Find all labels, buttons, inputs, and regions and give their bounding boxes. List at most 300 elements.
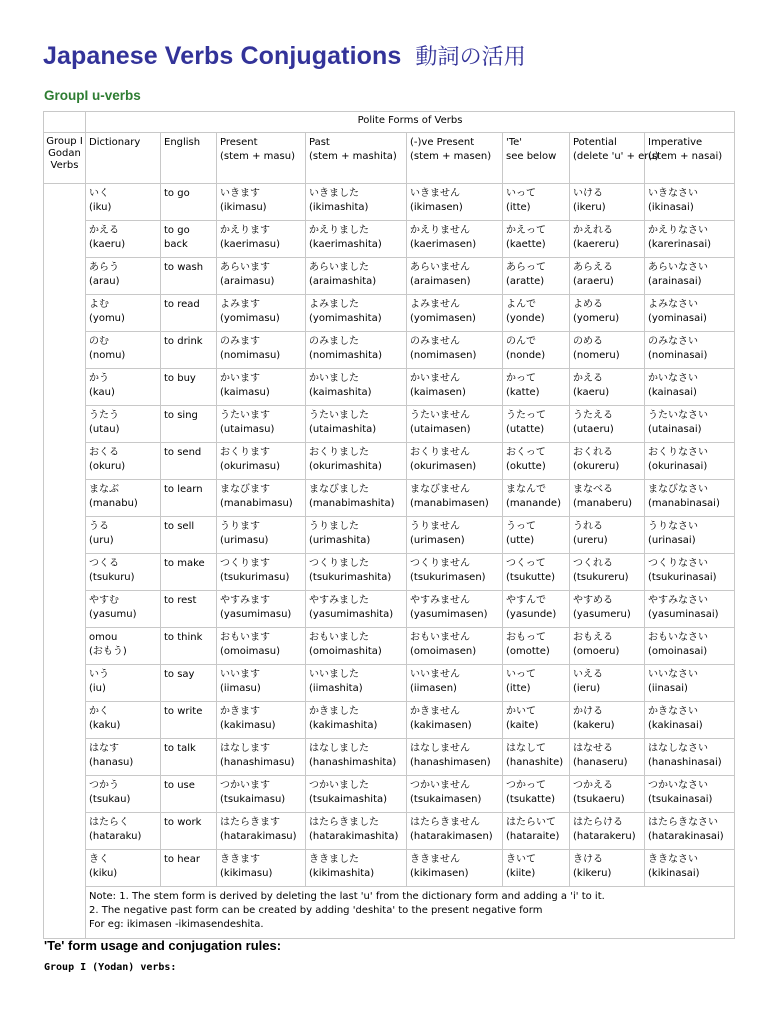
table-cell	[645, 517, 735, 554]
table-cell	[161, 665, 217, 702]
table-cell	[86, 591, 161, 628]
table-cell	[217, 665, 306, 702]
table-cell	[306, 295, 407, 332]
table-cell	[161, 332, 217, 369]
table-cell	[161, 554, 217, 591]
table-cell	[570, 258, 645, 295]
cell-kana: いきます	[220, 188, 260, 199]
table-cell	[645, 739, 735, 776]
cell-romaji: (araimasen)	[410, 276, 471, 287]
cell-kana: かきます	[220, 706, 260, 717]
cell-kana: おくりません	[410, 447, 470, 458]
cell-kana: to talk	[164, 743, 196, 754]
cell-romaji: (urimasu)	[220, 535, 269, 546]
cell-kana: まなびました	[309, 484, 369, 495]
cell-kana: うる	[89, 521, 109, 532]
group-column-spacer	[44, 184, 86, 939]
table-cell	[503, 369, 570, 406]
cell-kana: うたう	[89, 410, 119, 421]
cell-kana: のみました	[309, 336, 359, 347]
table-cell	[570, 480, 645, 517]
cell-kana: よみなさい	[648, 299, 698, 310]
table-cell	[217, 221, 306, 258]
cell-romaji: (tsukutte)	[506, 572, 556, 583]
cell-romaji: (hataraku)	[89, 831, 142, 842]
cell-kana: つくって	[506, 558, 546, 569]
table-cell	[570, 665, 645, 702]
table-cell	[570, 406, 645, 443]
cell-romaji: (hataraite)	[506, 831, 560, 842]
cell-kana: よみません	[410, 299, 460, 310]
cell-kana: いいます	[220, 669, 260, 680]
cell-kana: よみました	[309, 299, 359, 310]
table-cell	[645, 850, 735, 887]
cell-romaji: (yominasai)	[648, 313, 707, 324]
column-header	[407, 133, 503, 184]
cell-romaji: (okutte)	[506, 461, 546, 472]
cell-kana: かきなさい	[648, 706, 698, 717]
cell-romaji: (ikeru)	[573, 202, 606, 213]
cell-romaji: (hanaseru)	[573, 757, 628, 768]
cell-romaji: (utainasai)	[648, 424, 702, 435]
cell-kana: つかいなさい	[648, 780, 708, 791]
table-cell	[407, 776, 503, 813]
column-header	[645, 133, 735, 184]
table-cell	[407, 702, 503, 739]
cell-romaji: (yomimasen)	[410, 313, 476, 324]
table-cell	[407, 184, 503, 221]
column-header	[86, 133, 161, 184]
table-cell	[161, 184, 217, 221]
cell-romaji: (araimashita)	[309, 276, 377, 287]
table-cell	[407, 369, 503, 406]
cell-kana: うって	[506, 521, 536, 532]
cell-kana: to think	[164, 632, 203, 643]
cell-romaji: (yasuminasai)	[648, 609, 719, 620]
table-row	[44, 591, 735, 628]
table-row	[44, 480, 735, 517]
page-title	[43, 40, 526, 71]
table-cell	[645, 332, 735, 369]
table-caption-row	[44, 112, 735, 133]
cell-romaji: (yasumeru)	[573, 609, 631, 620]
table-cell	[645, 813, 735, 850]
cell-kana: うたえる	[573, 410, 613, 421]
cell-romaji: (おもう)	[89, 646, 127, 657]
cell-kana: はたらきなさい	[648, 817, 718, 828]
cell-kana: よむ	[89, 299, 109, 310]
table-cell	[407, 480, 503, 517]
table-cell	[161, 369, 217, 406]
table-cell	[570, 739, 645, 776]
table-cell	[306, 406, 407, 443]
cell-kana: うります	[220, 521, 260, 532]
cell-romaji: (itte)	[506, 202, 531, 213]
table-cell	[645, 184, 735, 221]
cell-romaji: (iu)	[89, 683, 106, 694]
cell-kana: to work	[164, 817, 202, 828]
table-cell	[217, 850, 306, 887]
table-cell	[503, 813, 570, 850]
cell-romaji: (kiite)	[506, 868, 536, 879]
table-cell	[86, 628, 161, 665]
cell-kana: かえりました	[309, 225, 369, 236]
cell-romaji: (yomeru)	[573, 313, 620, 324]
cell-kana: かきません	[410, 706, 460, 717]
table-cell	[217, 702, 306, 739]
table-cell	[407, 850, 503, 887]
page-title-jp: 動詞の活用	[415, 44, 526, 69]
cell-kana: いきません	[410, 188, 460, 199]
cell-romaji: (nonde)	[506, 350, 546, 361]
cell-romaji: (kaeru)	[573, 387, 610, 398]
column-header-label: Potential	[573, 137, 617, 148]
table-cell	[645, 369, 735, 406]
table-cell	[503, 258, 570, 295]
cell-kana: おもいます	[220, 632, 270, 643]
cell-kana: つくりました	[309, 558, 369, 569]
cell-romaji: (araimasu)	[220, 276, 275, 287]
note-line: Note: 1. The stem form is derived by deleting the last 'u' from the dictionary form and adding a 'i' to it.	[89, 891, 605, 902]
table-cell	[217, 554, 306, 591]
table-cell	[217, 295, 306, 332]
column-header-label: English	[164, 137, 201, 148]
table-cell	[161, 443, 217, 480]
column-header	[503, 133, 570, 184]
table-cell	[503, 554, 570, 591]
table-cell	[503, 591, 570, 628]
cell-romaji: (nomimasen)	[410, 350, 477, 361]
cell-romaji: (ikimasu)	[220, 202, 267, 213]
table-cell	[407, 258, 503, 295]
table-cell	[570, 332, 645, 369]
cell-romaji: (aratte)	[506, 276, 545, 287]
cell-kana: to sing	[164, 410, 198, 421]
table-cell	[306, 332, 407, 369]
table-cell	[645, 776, 735, 813]
cell-romaji: (kaite)	[506, 720, 539, 731]
cell-kana: かえります	[220, 225, 270, 236]
cell-kana: かえれる	[573, 225, 613, 236]
table-row	[44, 258, 735, 295]
cell-romaji: (ureru)	[573, 535, 608, 546]
cell-kana: まなんで	[506, 484, 546, 495]
cell-romaji: (hatarakinasai)	[648, 831, 724, 842]
cell-romaji: (hatarakimashita)	[309, 831, 399, 842]
cell-romaji: (yasumimasu)	[220, 609, 292, 620]
cell-romaji: (tsukau)	[89, 794, 131, 805]
cell-romaji: (kakimashita)	[309, 720, 378, 731]
table-cell	[645, 406, 735, 443]
cell-romaji: (hatarakimasen)	[410, 831, 493, 842]
table-row	[44, 554, 735, 591]
cell-kana: はなします	[220, 743, 270, 754]
column-header	[217, 133, 306, 184]
table-cell	[86, 517, 161, 554]
table-cell	[407, 295, 503, 332]
table-cell	[86, 295, 161, 332]
cell-kana: はなす	[89, 743, 119, 754]
cell-kana: ききます	[220, 854, 260, 865]
cell-kana: はなして	[506, 743, 546, 754]
verb-conjugation-table	[43, 111, 735, 939]
table-row	[44, 628, 735, 665]
table-row	[44, 369, 735, 406]
table-cell	[306, 813, 407, 850]
cell-romaji: (hanashimasen)	[410, 757, 491, 768]
cell-kana: うたいました	[309, 410, 369, 421]
cell-romaji: (okurimashita)	[309, 461, 382, 472]
cell-kana: うりなさい	[648, 521, 698, 532]
cell-romaji: (kau)	[89, 387, 115, 398]
cell-kana: かいます	[220, 373, 260, 384]
cell-romaji: (utatte)	[506, 424, 545, 435]
table-cell	[570, 702, 645, 739]
cell-kana: よんで	[506, 299, 536, 310]
cell-kana: はなしました	[309, 743, 369, 754]
cell-romaji: (tsukaimasu)	[220, 794, 286, 805]
table-cell	[217, 739, 306, 776]
cell-romaji: (utte)	[506, 535, 535, 546]
cell-kana: to read	[164, 299, 200, 310]
cell-kana: はたらきます	[220, 817, 280, 828]
cell-kana: あらって	[506, 262, 546, 273]
cell-kana: やすんで	[506, 595, 546, 606]
cell-kana: いいなさい	[648, 669, 698, 680]
table-cell	[306, 702, 407, 739]
column-header-sub: see below	[506, 151, 557, 162]
cell-romaji: (kaerimasu)	[220, 239, 281, 250]
cell-kana: のめる	[573, 336, 603, 347]
table-cell	[217, 332, 306, 369]
cell-romaji: (nomimashita)	[309, 350, 383, 361]
cell-kana: to rest	[164, 595, 197, 606]
cell-romaji: (utaimasu)	[220, 424, 275, 435]
cell-romaji: (manabu)	[89, 498, 138, 509]
table-cell	[503, 480, 570, 517]
cell-romaji: (omoimasu)	[220, 646, 280, 657]
cell-kana: to make	[164, 558, 205, 569]
table-cell	[86, 369, 161, 406]
cell-kana: おもいません	[410, 632, 470, 643]
cell-romaji: (manabinasai)	[648, 498, 720, 509]
cell-romaji: (tsukaimasen)	[410, 794, 482, 805]
cell-kana: おくれる	[573, 447, 613, 458]
table-cell	[161, 221, 217, 258]
cell-romaji: (kikimasen)	[410, 868, 469, 879]
cell-kana: あらいなさい	[648, 262, 708, 273]
cell-kana: つかえる	[573, 780, 613, 791]
cell-romaji: (arau)	[89, 276, 120, 287]
column-header-label: Present	[220, 137, 258, 148]
table-header-row	[44, 133, 735, 184]
table-row	[44, 850, 735, 887]
cell-kana: うりました	[309, 521, 359, 532]
cell-kana: おもって	[506, 632, 546, 643]
table-cell	[645, 665, 735, 702]
table-cell	[161, 739, 217, 776]
cell-romaji: (kikimasu)	[220, 868, 273, 879]
table-cell	[306, 628, 407, 665]
table-cell	[407, 739, 503, 776]
cell-romaji: (ikinasai)	[648, 202, 694, 213]
cell-kana: いける	[573, 188, 603, 199]
table-cell	[645, 591, 735, 628]
cell-kana: あらいません	[410, 262, 470, 273]
cell-kana: つかいません	[410, 780, 470, 791]
cell-romaji: (hanashite)	[506, 757, 564, 768]
cell-romaji: (iinasai)	[648, 683, 688, 694]
table-cell	[161, 295, 217, 332]
cell-romaji: (utaeru)	[573, 424, 614, 435]
group-label: Group I Godan Verbs	[44, 133, 86, 184]
page-title-en: Japanese Verbs Conjugations	[43, 42, 402, 70]
table-cell	[503, 776, 570, 813]
table-cell	[217, 480, 306, 517]
cell-romaji: (araeru)	[573, 276, 614, 287]
table-cell	[306, 480, 407, 517]
table-cell	[217, 184, 306, 221]
cell-romaji: (yasunde)	[506, 609, 557, 620]
table-cell	[306, 184, 407, 221]
table-cell	[503, 517, 570, 554]
table-cell	[407, 591, 503, 628]
cell-romaji: (karerinasai)	[648, 239, 712, 250]
cell-romaji: (kainasai)	[648, 387, 697, 398]
table-cell	[503, 628, 570, 665]
cell-romaji: (iimasu)	[220, 683, 261, 694]
table-cell	[217, 517, 306, 554]
cell-kana: かえって	[506, 225, 546, 236]
table-row	[44, 517, 735, 554]
cell-romaji: (itte)	[506, 683, 531, 694]
cell-romaji: (manabimasu)	[220, 498, 293, 509]
cell-kana: やすみません	[410, 595, 470, 606]
cell-romaji: (kaimasu)	[220, 387, 270, 398]
table-cell	[217, 406, 306, 443]
cell-kana: かえる	[89, 225, 119, 236]
cell-kana: まなびます	[220, 484, 270, 495]
table-cell	[161, 480, 217, 517]
table-cell	[570, 184, 645, 221]
cell-kana: to say	[164, 669, 195, 680]
te-form-heading: 'Te' form usage and conjugation rules:	[44, 938, 282, 953]
cell-kana: いきなさい	[648, 188, 698, 199]
table-cell	[217, 813, 306, 850]
table-cell	[407, 221, 503, 258]
column-header-label: Dictionary	[89, 137, 141, 148]
cell-romaji: (tsukatte)	[506, 794, 556, 805]
table-cell	[306, 776, 407, 813]
cell-romaji: (manabimashita)	[309, 498, 395, 509]
table-row	[44, 813, 735, 850]
cell-kana: いって	[506, 669, 536, 680]
cell-romaji: (okureru)	[573, 461, 620, 472]
cell-kana: おくって	[506, 447, 546, 458]
table-cell	[407, 628, 503, 665]
cell-romaji: (yomu)	[89, 313, 125, 324]
cell-kana: かいません	[410, 373, 460, 384]
table-cell	[306, 258, 407, 295]
cell-kana: to use	[164, 780, 195, 791]
table-cell	[570, 295, 645, 332]
cell-kana: いく	[89, 188, 109, 199]
table-cell	[86, 554, 161, 591]
cell-kana: やすみます	[220, 595, 270, 606]
cell-romaji: (kaimashita)	[309, 387, 372, 398]
cell-kana: to write	[164, 706, 203, 717]
cell-kana: ききなさい	[648, 854, 698, 865]
cell-romaji: (yomimasu)	[220, 313, 280, 324]
cell-kana: のみなさい	[648, 336, 698, 347]
cell-kana: いいました	[309, 669, 359, 680]
table-cell	[645, 480, 735, 517]
cell-romaji: (tsukaimashita)	[309, 794, 388, 805]
cell-romaji: (omoinasai)	[648, 646, 708, 657]
table-row	[44, 443, 735, 480]
cell-kana: つくります	[220, 558, 270, 569]
cell-kana: やすむ	[89, 595, 119, 606]
cell-kana: to hear	[164, 854, 200, 865]
table-cell	[86, 258, 161, 295]
cell-kana: ききません	[410, 854, 460, 865]
cell-romaji: (hanasu)	[89, 757, 134, 768]
cell-romaji: (yonde)	[506, 313, 545, 324]
table-cell	[86, 776, 161, 813]
cell-romaji: (kaerimasen)	[410, 239, 477, 250]
table-cell	[161, 517, 217, 554]
cell-kana: かいて	[506, 706, 536, 717]
table-caption: Polite Forms of Verbs	[86, 112, 735, 133]
cell-kana: うたいません	[410, 410, 470, 421]
table-row	[44, 776, 735, 813]
cell-romaji: (iimashita)	[309, 683, 363, 694]
cell-kana: かいました	[309, 373, 359, 384]
table-cell	[306, 850, 407, 887]
cell-kana: ききました	[309, 854, 359, 865]
table-row	[44, 406, 735, 443]
cell-romaji: (urinasai)	[648, 535, 696, 546]
cell-kana: よめる	[573, 299, 603, 310]
cell-kana: かく	[89, 706, 109, 717]
cell-romaji: (okurimasu)	[220, 461, 281, 472]
cell-romaji: (kaereru)	[573, 239, 620, 250]
table-cell	[217, 443, 306, 480]
cell-romaji: (tsukuru)	[89, 572, 135, 583]
table-cell	[570, 628, 645, 665]
cell-kana: いって	[506, 188, 536, 199]
cell-kana: はなしなさい	[648, 743, 708, 754]
table-cell	[86, 665, 161, 702]
table-cell	[161, 776, 217, 813]
table-row	[44, 221, 735, 258]
cell-kana: かえりなさい	[648, 225, 708, 236]
cell-romaji: (kaerimashita)	[309, 239, 382, 250]
cell-kana: to wash	[164, 262, 204, 273]
table-cell	[570, 776, 645, 813]
cell-romaji: (ikimashita)	[309, 202, 369, 213]
cell-romaji: (okurinasai)	[648, 461, 708, 472]
cell-kana: あらいます	[220, 262, 270, 273]
table-cell	[570, 443, 645, 480]
table-cell	[306, 369, 407, 406]
table-cell	[161, 813, 217, 850]
table-cell	[161, 591, 217, 628]
table-cell	[86, 813, 161, 850]
table-cell	[306, 739, 407, 776]
cell-romaji: (nomimasu)	[220, 350, 281, 361]
table-cell	[306, 443, 407, 480]
